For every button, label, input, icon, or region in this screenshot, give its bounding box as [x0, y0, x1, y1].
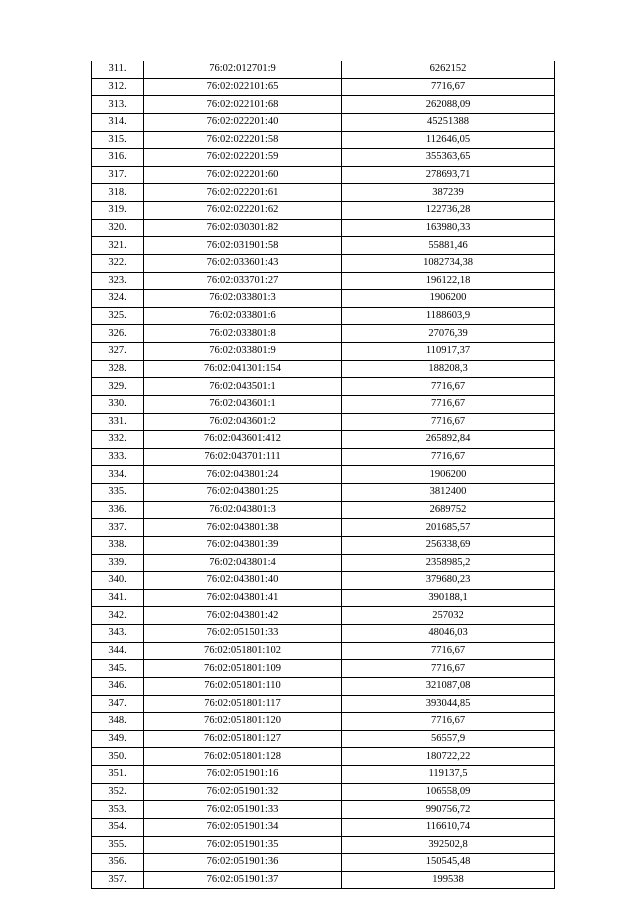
- cadastral-number-cell: 76:02:051801:120: [144, 713, 342, 731]
- cadastral-value-cell: 201685,57: [342, 519, 555, 537]
- cadastral-value-cell: 3812400: [342, 484, 555, 502]
- row-number-cell: 352.: [92, 783, 144, 801]
- table-row: [92, 642, 555, 660]
- cadastral-value-cell: 56557,9: [342, 730, 555, 748]
- cadastral-value-cell: 106558,09: [342, 783, 555, 801]
- row-number-cell: 354.: [92, 818, 144, 836]
- row-number-cell: 348.: [92, 713, 144, 731]
- cadastral-value-cell: 199538: [342, 871, 555, 889]
- cadastral-number-cell: 76:02:043601:412: [144, 431, 342, 449]
- cadastral-number-cell: 76:02:022201:60: [144, 166, 342, 184]
- table-row: [92, 360, 555, 378]
- cadastral-value-cell: 188208,3: [342, 360, 555, 378]
- cadastral-number-cell: 76:02:022201:59: [144, 149, 342, 167]
- cadastral-value-cell: 7716,67: [342, 413, 555, 431]
- table-row: [92, 325, 555, 343]
- table-row: [92, 466, 555, 484]
- row-number-cell: 345.: [92, 660, 144, 678]
- table-row: [92, 695, 555, 713]
- cadastral-number-cell: 76:02:043601:2: [144, 413, 342, 431]
- table-row: [92, 854, 555, 872]
- cadastral-value-cell: 390188,1: [342, 589, 555, 607]
- row-number-cell: 351.: [92, 766, 144, 784]
- cadastral-number-cell: 76:02:051901:34: [144, 818, 342, 836]
- cadastral-value-cell: 1906200: [342, 290, 555, 308]
- cadastral-value-cell: 48046,03: [342, 625, 555, 643]
- table-row: [92, 625, 555, 643]
- row-number-cell: 319.: [92, 202, 144, 220]
- table-row: [92, 818, 555, 836]
- cadastral-value-cell: 45251388: [342, 113, 555, 131]
- table-row: [92, 96, 555, 114]
- cadastral-number-cell: 76:02:043801:40: [144, 572, 342, 590]
- cadastral-number-cell: 76:02:043701:111: [144, 448, 342, 466]
- row-number-cell: 326.: [92, 325, 144, 343]
- table-row: [92, 395, 555, 413]
- cadastral-number-cell: 76:02:022201:61: [144, 184, 342, 202]
- row-number-cell: 330.: [92, 395, 144, 413]
- table-row: [92, 554, 555, 572]
- table-row: [92, 519, 555, 537]
- table-row: [92, 78, 555, 96]
- row-number-cell: 349.: [92, 730, 144, 748]
- cadastral-value-cell: 7716,67: [342, 713, 555, 731]
- cadastral-value-cell: 7716,67: [342, 395, 555, 413]
- cadastral-number-cell: 76:02:051801:102: [144, 642, 342, 660]
- table-row: [92, 431, 555, 449]
- row-number-cell: 318.: [92, 184, 144, 202]
- cadastral-number-cell: 76:02:043801:38: [144, 519, 342, 537]
- row-number-cell: 350.: [92, 748, 144, 766]
- row-number-cell: 324.: [92, 290, 144, 308]
- cadastral-value-cell: 55881,46: [342, 237, 555, 255]
- table-row: [92, 730, 555, 748]
- row-number-cell: 320.: [92, 219, 144, 237]
- cadastral-number-cell: 76:02:051901:16: [144, 766, 342, 784]
- row-number-cell: 328.: [92, 360, 144, 378]
- table-row: [92, 501, 555, 519]
- table-row: [92, 343, 555, 361]
- cadastral-value-cell: 7716,67: [342, 448, 555, 466]
- row-number-cell: 341.: [92, 589, 144, 607]
- row-number-cell: 346.: [92, 677, 144, 695]
- cadastral-value-cell: 27076,39: [342, 325, 555, 343]
- cadastral-value-cell: 265892,84: [342, 431, 555, 449]
- cadastral-number-cell: 76:02:043801:41: [144, 589, 342, 607]
- cadastral-number-cell: 76:02:051801:117: [144, 695, 342, 713]
- cadastral-value-cell: 321087,08: [342, 677, 555, 695]
- cadastral-value-cell: 112646,05: [342, 131, 555, 149]
- table-row: [92, 113, 555, 131]
- cadastral-number-cell: 76:02:051501:33: [144, 625, 342, 643]
- row-number-cell: 333.: [92, 448, 144, 466]
- row-number-cell: 317.: [92, 166, 144, 184]
- table-row: [92, 536, 555, 554]
- table-row: [92, 272, 555, 290]
- cadastral-number-cell: 76:02:043801:24: [144, 466, 342, 484]
- row-number-cell: 314.: [92, 113, 144, 131]
- cadastral-number-cell: 76:02:033801:9: [144, 343, 342, 361]
- table-row: [92, 766, 555, 784]
- row-number-cell: 356.: [92, 854, 144, 872]
- table-row: [92, 871, 555, 889]
- row-number-cell: 325.: [92, 307, 144, 325]
- table-row: [92, 660, 555, 678]
- table-row: [92, 290, 555, 308]
- table-row: [92, 836, 555, 854]
- cadastral-number-cell: 76:02:033801:8: [144, 325, 342, 343]
- table-row: [92, 61, 555, 78]
- row-number-cell: 353.: [92, 801, 144, 819]
- cadastral-number-cell: 76:02:022201:62: [144, 202, 342, 220]
- cadastral-value-cell: 262088,09: [342, 96, 555, 114]
- row-number-cell: 334.: [92, 466, 144, 484]
- cadastral-number-cell: 76:02:033701:27: [144, 272, 342, 290]
- row-number-cell: 315.: [92, 131, 144, 149]
- cadastral-value-cell: 278693,71: [342, 166, 555, 184]
- cadastral-number-cell: 76:02:051901:35: [144, 836, 342, 854]
- cadastral-value-cell: 163980,33: [342, 219, 555, 237]
- cadastral-value-cell: 150545,48: [342, 854, 555, 872]
- row-number-cell: 313.: [92, 96, 144, 114]
- cadastral-number-cell: 76:02:033601:43: [144, 254, 342, 272]
- cadastral-value-cell: 2689752: [342, 501, 555, 519]
- table-row: [92, 149, 555, 167]
- cadastral-value-cell: 379680,23: [342, 572, 555, 590]
- table-body: [92, 61, 555, 889]
- cadastral-value-cell: 180722,22: [342, 748, 555, 766]
- table-row: [92, 572, 555, 590]
- cadastral-value-cell: 122736,28: [342, 202, 555, 220]
- cadastral-value-cell: 355363,65: [342, 149, 555, 167]
- cadastral-number-cell: 76:02:033801:6: [144, 307, 342, 325]
- cadastral-number-cell: 76:02:043801:3: [144, 501, 342, 519]
- row-number-cell: 329.: [92, 378, 144, 396]
- row-number-cell: 347.: [92, 695, 144, 713]
- cadastral-value-table: [91, 61, 555, 889]
- table-row: [92, 254, 555, 272]
- cadastral-number-cell: 76:02:051801:127: [144, 730, 342, 748]
- table-row: [92, 413, 555, 431]
- cadastral-number-cell: 76:02:051801:109: [144, 660, 342, 678]
- cadastral-value-cell: 2358985,2: [342, 554, 555, 572]
- table-row: [92, 748, 555, 766]
- cadastral-number-cell: 76:02:030301:82: [144, 219, 342, 237]
- row-number-cell: 335.: [92, 484, 144, 502]
- cadastral-value-cell: 393044,85: [342, 695, 555, 713]
- cadastral-value-cell: 256338,69: [342, 536, 555, 554]
- table-row: [92, 184, 555, 202]
- table-row: [92, 378, 555, 396]
- cadastral-value-cell: 110917,37: [342, 343, 555, 361]
- row-number-cell: 327.: [92, 343, 144, 361]
- cadastral-value-cell: 7716,67: [342, 660, 555, 678]
- cadastral-number-cell: 76:02:051801:128: [144, 748, 342, 766]
- table-row: [92, 166, 555, 184]
- cadastral-number-cell: 76:02:043501:1: [144, 378, 342, 396]
- table-row: [92, 783, 555, 801]
- cadastral-number-cell: 76:02:051901:32: [144, 783, 342, 801]
- table-row: [92, 202, 555, 220]
- table-row: [92, 607, 555, 625]
- row-number-cell: 342.: [92, 607, 144, 625]
- cadastral-number-cell: 76:02:043801:25: [144, 484, 342, 502]
- cadastral-value-cell: 387239: [342, 184, 555, 202]
- cadastral-value-cell: 6262152: [342, 61, 555, 78]
- table-row: [92, 677, 555, 695]
- table-row: [92, 713, 555, 731]
- row-number-cell: 331.: [92, 413, 144, 431]
- row-number-cell: 357.: [92, 871, 144, 889]
- cadastral-value-cell: 7716,67: [342, 642, 555, 660]
- row-number-cell: 322.: [92, 254, 144, 272]
- cadastral-number-cell: 76:02:031901:58: [144, 237, 342, 255]
- row-number-cell: 312.: [92, 78, 144, 96]
- cadastral-value-cell: 1188603,9: [342, 307, 555, 325]
- cadastral-number-cell: 76:02:051901:33: [144, 801, 342, 819]
- table-row: [92, 237, 555, 255]
- cadastral-number-cell: 76:02:022201:58: [144, 131, 342, 149]
- table-row: [92, 589, 555, 607]
- cadastral-number-cell: 76:02:051901:37: [144, 871, 342, 889]
- row-number-cell: 332.: [92, 431, 144, 449]
- cadastral-value-cell: 7716,67: [342, 78, 555, 96]
- cadastral-number-cell: 76:02:012701:9: [144, 61, 342, 78]
- cadastral-number-cell: 76:02:043801:4: [144, 554, 342, 572]
- cadastral-value-cell: 7716,67: [342, 378, 555, 396]
- cadastral-number-cell: 76:02:022201:40: [144, 113, 342, 131]
- row-number-cell: 338.: [92, 536, 144, 554]
- cadastral-number-cell: 76:02:043801:42: [144, 607, 342, 625]
- row-number-cell: 321.: [92, 237, 144, 255]
- cadastral-number-cell: 76:02:033801:3: [144, 290, 342, 308]
- table-row: [92, 131, 555, 149]
- row-number-cell: 311.: [92, 61, 144, 78]
- row-number-cell: 344.: [92, 642, 144, 660]
- table-row: [92, 801, 555, 819]
- cadastral-value-cell: 116610,74: [342, 818, 555, 836]
- table-row: [92, 484, 555, 502]
- cadastral-number-cell: 76:02:043601:1: [144, 395, 342, 413]
- table-row: [92, 219, 555, 237]
- row-number-cell: 340.: [92, 572, 144, 590]
- row-number-cell: 355.: [92, 836, 144, 854]
- row-number-cell: 323.: [92, 272, 144, 290]
- cadastral-value-cell: 257032: [342, 607, 555, 625]
- cadastral-value-cell: 1082734,38: [342, 254, 555, 272]
- cadastral-value-cell: 990756,72: [342, 801, 555, 819]
- cadastral-value-cell: 196122,18: [342, 272, 555, 290]
- row-number-cell: 337.: [92, 519, 144, 537]
- row-number-cell: 339.: [92, 554, 144, 572]
- row-number-cell: 336.: [92, 501, 144, 519]
- cadastral-number-cell: 76:02:051801:110: [144, 677, 342, 695]
- cadastral-value-cell: 1906200: [342, 466, 555, 484]
- cadastral-value-cell: 392502,8: [342, 836, 555, 854]
- cadastral-number-cell: 76:02:051901:36: [144, 854, 342, 872]
- row-number-cell: 316.: [92, 149, 144, 167]
- cadastral-number-cell: 76:02:022101:65: [144, 78, 342, 96]
- table-row: [92, 448, 555, 466]
- table-row: [92, 307, 555, 325]
- cadastral-number-cell: 76:02:043801:39: [144, 536, 342, 554]
- cadastral-number-cell: 76:02:041301:154: [144, 360, 342, 378]
- cadastral-value-cell: 119137,5: [342, 766, 555, 784]
- row-number-cell: 343.: [92, 625, 144, 643]
- cadastral-number-cell: 76:02:022101:68: [144, 96, 342, 114]
